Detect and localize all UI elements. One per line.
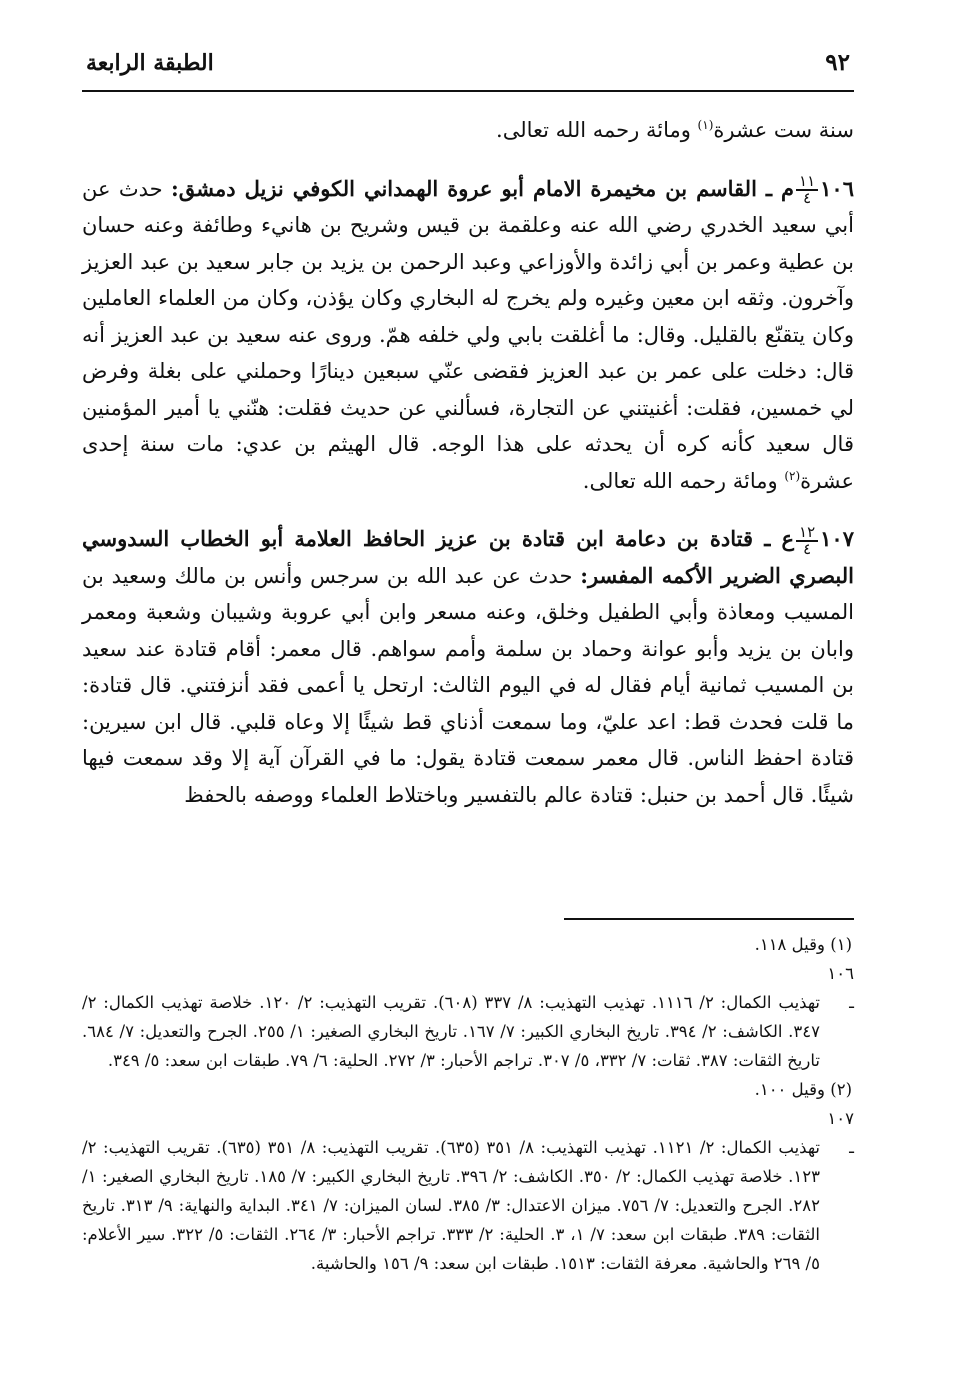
main-text (82, 112, 854, 813)
entry-106-fraction-top: ١١ (796, 174, 818, 191)
sources-107-text: تهذيب الكمال: ٢/ ١١٢١. تهذيب التهذيب: ٨/ ٣٥١ (٦٣٥). تقريب التهذيب: ٨/ ٣٥١ (٦٣٥). تقريب التهذيب: ٢/ ١٢٣. خلاصة تهذيب الكمال: ٢/ ٣٥٠. الكاشف: ٢/ ٣٩٦. تاريخ البخاري الكبير: ٧/ ١٨٥. تاريخ البخاري الصغير: ١/ ٢٨٢. الجرح والتعديل: ٧/ ٧٥٦. ميزان الاعتدال: ٣/ ٣٨٥. لسان الميزان: ٧/ ٣٤١. البداية والنهاية: ٩/ ٣١٣. تاريخ الثقات: ٣٨٩. طبقات ابن سعد: ٧/ ١، ٣. الحلية: ٢/ ٣٣٣. تراجم الأحبار: ٣/ ٢٦٤. الثقات: ٥/ ٣٢٢. سير الأعلام: ٥/ ٢٦٩ والحاشية. معرفة الثقات: ١٥١٣. طبقات ابن سعد: ٩/ ١٥٦ والحاشية. (82, 1138, 821, 1273)
footnote-2: (٢) وقيل ١٠٠. (754, 1080, 852, 1099)
page-number: ٩٢ (825, 49, 850, 76)
entry-107-text: حدث عن عبد الله بن سرجس وأنس بن مالك وسعيد بن المسيب ومعاذة وأبي الطفيل وخلق، وعنه مسعر وابن أبي عروبة وشيبان وشعبة ومعمر وابان بن يزيد وأبو عوانة وحماد بن سلمة وأمم سواهم. قال معمر: أقام قتادة عند سعيد بن المسيب ثمانية أيام فقال له في اليوم الثالث: ارتحل يا أعمى فقد أنزفتني. قال قتادة: ما قلت فحدث قط: اعد عليّ، وما سمعت أذناي قط شيئًا إلا وعاه قلبي. قال ابن سيرين: قتادة احفظ الناس. قال معمر سمعت قتادة يقول: ما في القرآن آية إلا وقد سمعت فيها شيئًا. قال أحمد بن حنبل: قتادة عالم بالتفسير وباختلاط العلماء ووصفه بالحفظ (82, 563, 854, 807)
entry-107-number: ١٠٧ (820, 526, 854, 551)
entry-106 (82, 171, 854, 500)
entry-106-tier-fraction (796, 174, 818, 206)
entry-107 (82, 521, 854, 813)
sources-106 (82, 959, 854, 1075)
footnote-separator (564, 918, 854, 920)
page-header (82, 40, 854, 92)
continuation-text: سنة ست عشرة (713, 118, 854, 142)
entry-107-tier-fraction (796, 522, 818, 558)
entry-107-fraction-bottom: ٤ (803, 539, 812, 558)
footnote-1: (١) وقيل ١١٨. (754, 935, 852, 954)
running-title: الطبقة الرابعة (86, 50, 214, 76)
sources-107 (82, 1104, 854, 1278)
entry-106-number: ١٠٦ (820, 175, 854, 201)
entry-106-heading: م ـ القاسم بن مخيمرة الامام أبو عروة الهمداني الكوفي نزيل دمشق: (171, 175, 795, 201)
entry-106-end: ومائة رحمه الله تعالى. (582, 468, 785, 493)
sources-106-text: تهذيب الكمال: ٢/ ١١١٦. تهذيب التهذيب: ٨/ ٣٣٧ (٦٠٨). تقريب التهذيب: ٢/ ١٢٠. خلاصة تهذيب الكمال: ٢/ ٣٤٧. الكاشف: ٢/ ٣٩٤. تاريخ البخاري الكبير: ٧/ ١٦٧. تاريخ البخاري الصغير: ١/ ٢٥٥. الجرح والتعديل: ٧/ ٦٨٤. تاريخ الثقات: ٣٨٧. ثقات: ٧/ ٣٣٢، ٥/ ٣٠٧. تراجم الأحبار: ٣/ ٢٧٢. الحلية: ٦/ ٧٩. طبقات ابن سعد: ٥/ ٣٤٩. (82, 993, 821, 1070)
continuation-end: ومائة رحمه الله تعالى. (496, 118, 698, 142)
entry-106-text: حدث عن أبي سعيد الخدري رضي الله عنه وعلقمة بن قيس وشريح بن هانيء وطائفة وعنه حسان بن عطية وعمر بن أبي زائدة والأوزاعي وعبد الرحمن بن يزيد بن جابر سعيد بن عبد العزيز وآخرون. وثقه ابن معين وغيره ولم يخرج له البخاري وكان يؤذن، وكان من العلماء العاملين وكان يتقنّع بالقليل. وقال: ما أغلقت بابي ولي خلفه همّ. وروى عنه سعيد بن عبد العزيز أنه قال: دخلت على عمر بن عبد العزيز فقضى عنّي سبعين دينارًا وحملني على بغلة وفرض لي خمسين، فقلت: أغنيتني عن التجارة، فسألني عن حديث فقلت: هنّني يا أمير المؤمنين قال سعيد كأنه كره أن يحدثه على هذا الوجه. قال الهيثم بن عدي: مات سنة إحدى عشرة (82, 176, 854, 493)
continuation-line (82, 112, 854, 149)
entry-107-heading: ع ـ قتادة بن دعامة ابن قتادة بن عزيز الحافظ العلامة أبو الخطاب السدوسي البصري الضرير الأكمه المفسر: (82, 526, 854, 588)
footnote-ref-1: (١) (697, 118, 714, 132)
footnotes (82, 930, 854, 1278)
footnote-ref-2: (٢) (784, 468, 801, 483)
sources-107-label: ١٠٧ ـ (827, 1109, 855, 1157)
sources-106-label: ١٠٦ ـ (827, 964, 855, 1012)
entry-106-fraction-bottom: ٤ (803, 189, 812, 207)
entry-107-fraction-top: ١٢ (796, 525, 818, 542)
